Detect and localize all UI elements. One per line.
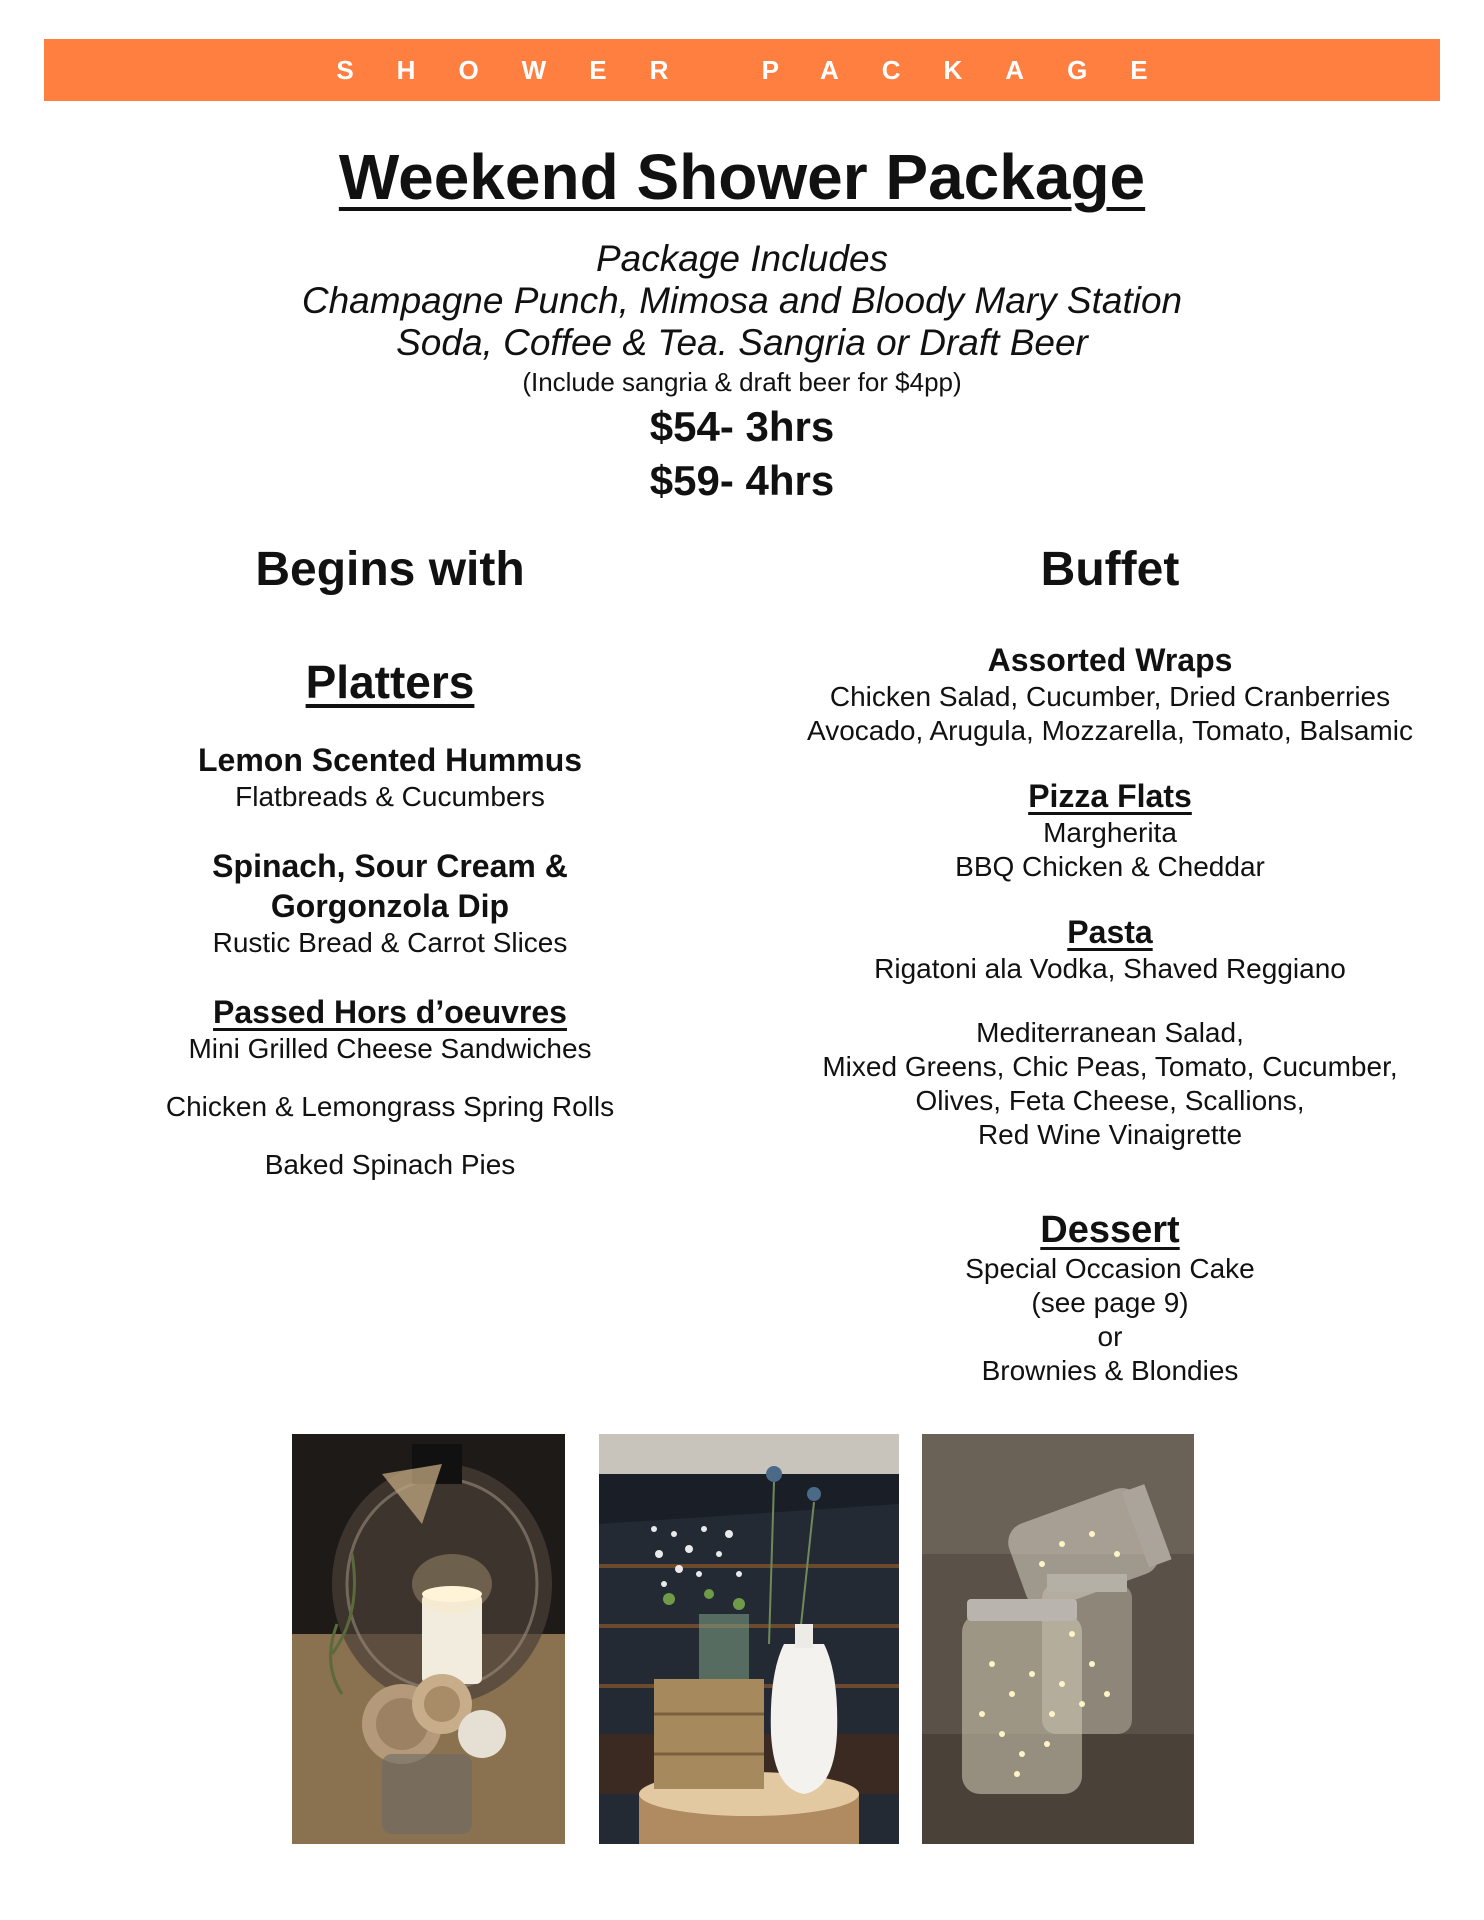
dessert-line-4: Brownies & Blondies: [981, 1355, 1239, 1386]
passed-item-3: Baked Spinach Pies: [264, 1149, 516, 1180]
mason-jar-lights-photo: [922, 1434, 1194, 1844]
page-title: Weekend Shower Package: [338, 141, 1146, 213]
dip-desc: Rustic Bread & Carrot Slices: [212, 927, 568, 958]
pizza-line-1: Margherita: [1043, 817, 1177, 848]
includes-note: (Include sangria & draft beer for $4pp): [522, 367, 962, 397]
passed-heading: Passed Hors d’oeuvres: [213, 994, 567, 1030]
package-includes: [0, 238, 1484, 508]
dessert-line-2: (see page 9): [1031, 1287, 1189, 1318]
dessert-line-3: or: [1097, 1321, 1123, 1352]
passed-item-2: Chicken & Lemongrass Spring Rolls: [165, 1091, 615, 1122]
dessert-line-1: Special Occasion Cake: [965, 1253, 1255, 1284]
platters-heading: Platters: [305, 656, 475, 708]
wraps-line-2: Avocado, Arugula, Mozzarella, Tomato, Balsamic: [807, 715, 1413, 746]
includes-line-2: Soda, Coffee & Tea. Sangria or Draft Beer: [396, 322, 1088, 363]
price-3hrs: $54- 3hrs: [649, 403, 835, 450]
buffet-heading: Buffet: [1040, 543, 1180, 596]
left-column: [100, 540, 680, 1182]
header-banner: [44, 39, 1440, 101]
pasta-line-1: Rigatoni ala Vodka, Shaved Reggiano: [874, 953, 1346, 984]
includes-line-1: Champagne Punch, Mimosa and Bloody Mary Station: [301, 280, 1183, 321]
pizza-line-2: BBQ Chicken & Cheddar: [955, 851, 1265, 882]
pizza-heading: Pizza Flats: [1028, 778, 1192, 814]
right-column: [770, 540, 1450, 1388]
lantern-candle-photo: [292, 1434, 565, 1844]
begins-with-heading: Begins with: [255, 543, 525, 596]
dip-title-2: Gorgonzola Dip: [270, 888, 510, 924]
hummus-desc: Flatbreads & Cucumbers: [235, 781, 545, 812]
flowers-vase-photo: [599, 1434, 899, 1844]
salad-line-1: Mediterranean Salad,: [976, 1017, 1244, 1048]
passed-item-1: Mini Grilled Cheese Sandwiches: [188, 1033, 592, 1064]
dip-title-1: Spinach, Sour Cream &: [212, 848, 568, 884]
hummus-title: Lemon Scented Hummus: [197, 742, 583, 778]
salad-line-3: Olives, Feta Cheese, Scallions,: [915, 1085, 1305, 1116]
banner-text: SHOWER PACKAGE: [336, 54, 1191, 85]
salad-line-4: Red Wine Vinaigrette: [977, 1119, 1243, 1150]
wraps-line-1: Chicken Salad, Cucumber, Dried Cranberries: [829, 681, 1391, 712]
pasta-heading: Pasta: [1067, 914, 1153, 950]
dessert-heading: Dessert: [1040, 1209, 1180, 1251]
includes-heading: Package Includes: [595, 238, 889, 279]
salad-line-2: Mixed Greens, Chic Peas, Tomato, Cucumber,: [822, 1051, 1398, 1082]
price-4hrs: $59- 4hrs: [649, 457, 835, 504]
wraps-heading: Assorted Wraps: [987, 642, 1233, 678]
